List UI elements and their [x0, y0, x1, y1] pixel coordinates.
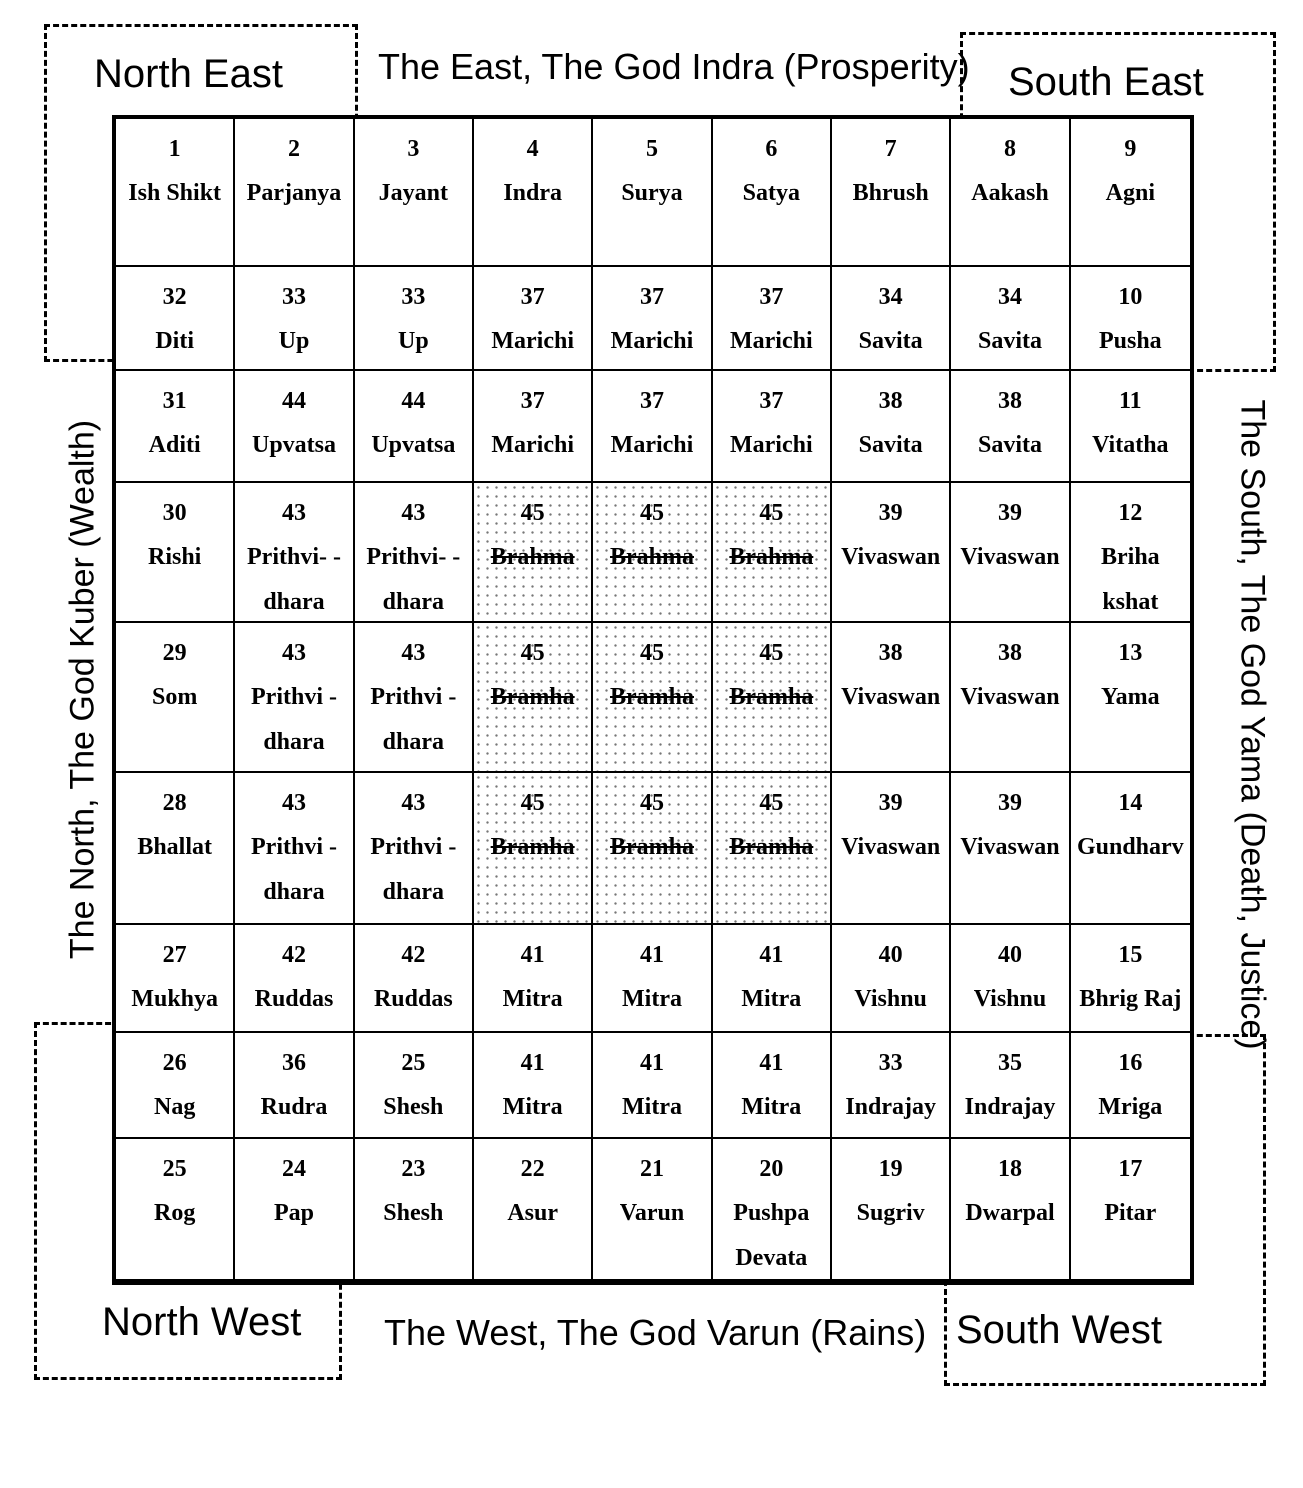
grid-cell [116, 371, 235, 483]
cell-deity-name: Prithvi -dhara [251, 834, 337, 905]
cell-number: 26 [162, 1050, 187, 1076]
grid-cell [116, 1033, 235, 1139]
cell-deity-name: Pitar [1104, 1200, 1157, 1227]
grid-cell [593, 483, 712, 623]
cell-number: 5 [645, 136, 658, 162]
cell-number: 33 [878, 1050, 903, 1076]
vastu-grid [112, 115, 1194, 1285]
cell-number: 33 [401, 284, 426, 310]
cell-deity-name: Som [151, 684, 198, 711]
cell-deity-name: Vivaswan [960, 834, 1060, 861]
cell-number: 37 [520, 284, 545, 310]
cell-number: 39 [878, 500, 903, 526]
cell-deity-name: Marichi [730, 328, 813, 355]
cell-number: 24 [281, 1156, 306, 1182]
grid-cell [355, 623, 474, 773]
cell-deity-name: Surya [621, 180, 683, 207]
grid-cell [355, 267, 474, 371]
grid-cell [1071, 773, 1190, 925]
grid-cell [832, 925, 951, 1033]
cell-deity-name: Yama [1100, 684, 1160, 711]
cell-deity-name: Gundharv [1076, 834, 1184, 861]
cell-number: 34 [878, 284, 903, 310]
cell-number: 13 [1118, 640, 1143, 666]
cell-number: 11 [1118, 388, 1142, 414]
cell-number: 39 [997, 500, 1022, 526]
grid-cell [832, 119, 951, 267]
north-east-label: North East [88, 52, 289, 97]
cell-deity-name: Varun [619, 1200, 685, 1227]
cell-deity-name: Parjanya [246, 180, 342, 207]
cell-deity-name: Vivaswan [841, 834, 941, 861]
grid-cell [713, 623, 832, 773]
grid-cell [474, 119, 593, 267]
cell-deity-name: Vitatha [1092, 432, 1169, 459]
cell-number: 4 [526, 136, 539, 162]
cell-number: 40 [997, 942, 1022, 968]
grid-cell [355, 483, 474, 623]
grid-cell [235, 119, 354, 267]
grid-cell [951, 371, 1070, 483]
cell-number: 2 [287, 136, 300, 162]
cell-deity-name: Marichi [491, 328, 574, 355]
grid-cell [116, 1139, 235, 1281]
cell-deity-name: Prithvi- -dhara [366, 544, 461, 615]
grid-cell [593, 371, 712, 483]
grid-cell [832, 483, 951, 623]
north-label: The North, The God Kuber (Wealth) [63, 419, 102, 960]
cell-deity-name: Prithvi -dhara [370, 684, 457, 755]
cell-deity-name: Rudra [260, 1094, 328, 1121]
cell-deity-name: Diti [155, 328, 194, 355]
grid-cell [1071, 1033, 1190, 1139]
grid-cell [116, 773, 235, 925]
cell-number: 39 [878, 790, 903, 816]
grid-cell [713, 267, 832, 371]
cell-number: 43 [401, 640, 426, 666]
grid-cell [235, 1033, 354, 1139]
grid-cell [951, 267, 1070, 371]
cell-deity-name: Savita [858, 432, 923, 459]
cell-number: 35 [997, 1050, 1022, 1076]
grid-cell [355, 119, 474, 267]
cell-deity-name: Aakash [971, 180, 1049, 207]
cell-number: 18 [997, 1156, 1022, 1182]
grid-cell [593, 773, 712, 925]
grid-cell [1071, 925, 1190, 1033]
cell-number: 7 [884, 136, 897, 162]
cell-deity-name: Vishnu [973, 986, 1047, 1013]
grid-cell [593, 623, 712, 773]
grid-cell [1071, 267, 1190, 371]
cell-deity-name: Ish Shikt [128, 180, 222, 207]
grid-cell [832, 1139, 951, 1281]
grid-cell [1071, 623, 1190, 773]
cell-number: 41 [759, 1050, 784, 1076]
cell-number: 41 [639, 942, 664, 968]
cell-deity-name: Shesh [383, 1094, 444, 1121]
grid-cell [355, 1033, 474, 1139]
cell-number: 44 [401, 388, 426, 414]
south-label: The South, The God Yama (Death, Justice) [1233, 399, 1272, 1050]
cell-number: 3 [407, 136, 420, 162]
cell-number: 16 [1118, 1050, 1143, 1076]
grid-cell [713, 119, 832, 267]
cell-number: 1 [168, 136, 181, 162]
cell-number: 43 [281, 790, 306, 816]
grid-cell [474, 925, 593, 1033]
grid-cell [474, 773, 593, 925]
cell-deity-name: Dwarpal [965, 1200, 1055, 1227]
cell-number: 45 [520, 500, 545, 526]
grid-cell [474, 371, 593, 483]
cell-number: 25 [162, 1156, 187, 1182]
cell-deity-name: Mitra [741, 986, 802, 1013]
cell-deity-name: Brahma [609, 544, 694, 571]
grid-cell [1071, 483, 1190, 623]
grid-cell [713, 1033, 832, 1139]
grid-cell [474, 267, 593, 371]
cell-number: 31 [162, 388, 187, 414]
grid-cell [951, 623, 1070, 773]
cell-number: 10 [1118, 284, 1143, 310]
grid-cell [713, 773, 832, 925]
grid-cell [832, 623, 951, 773]
cell-number: 43 [401, 500, 426, 526]
cell-number: 27 [162, 942, 187, 968]
south-east-label: South East [1002, 60, 1210, 105]
cell-number: 37 [639, 388, 664, 414]
cell-number: 45 [639, 500, 664, 526]
cell-number: 29 [162, 640, 187, 666]
grid-cell [116, 623, 235, 773]
cell-deity-name: Rishi [147, 544, 202, 571]
cell-deity-name: Mitra [741, 1094, 802, 1121]
grid-cell [474, 1033, 593, 1139]
cell-number: 32 [162, 284, 187, 310]
cell-deity-name: Mriga [1098, 1094, 1163, 1121]
cell-number: 41 [639, 1050, 664, 1076]
grid-cell [116, 267, 235, 371]
cell-number: 45 [759, 500, 784, 526]
cell-deity-name: Vishnu [854, 986, 927, 1013]
cell-deity-name: Jayant [378, 180, 448, 207]
grid-cell [235, 1139, 354, 1281]
grid-cell [355, 1139, 474, 1281]
cell-deity-name: Mukhya [131, 986, 219, 1013]
grid-cell [235, 623, 354, 773]
cell-number: 15 [1118, 942, 1143, 968]
grid-cell [593, 119, 712, 267]
grid-cell [832, 267, 951, 371]
cell-deity-name: Vivaswan [960, 544, 1060, 571]
cell-number: 19 [878, 1156, 903, 1182]
cell-deity-name: Pushpa Devata [733, 1200, 810, 1271]
cell-number: 17 [1118, 1156, 1143, 1182]
cell-number: 21 [639, 1156, 664, 1182]
cell-deity-name: Indrajay [845, 1094, 936, 1121]
cell-deity-name: Briha kshat [1100, 544, 1160, 615]
cell-deity-name: Pusha [1098, 328, 1162, 355]
grid-cell [951, 483, 1070, 623]
cell-number: 22 [520, 1156, 545, 1182]
grid-cell [713, 1139, 832, 1281]
cell-number: 45 [639, 640, 664, 666]
cell-number: 23 [401, 1156, 426, 1182]
cell-deity-name: Bramha [729, 834, 814, 861]
grid-cell [474, 623, 593, 773]
cell-number: 14 [1118, 790, 1143, 816]
cell-number: 38 [997, 388, 1022, 414]
grid-cell [593, 1139, 712, 1281]
grid-cell [951, 1033, 1070, 1139]
cell-deity-name: Bhallat [137, 834, 212, 861]
grid-cell [235, 267, 354, 371]
cell-deity-name: Up [397, 328, 429, 355]
cell-number: 12 [1118, 500, 1143, 526]
cell-number: 45 [520, 790, 545, 816]
cell-deity-name: Indra [503, 180, 562, 207]
cell-number: 37 [639, 284, 664, 310]
cell-deity-name: Shesh [383, 1200, 444, 1227]
cell-deity-name: Ruddas [254, 986, 334, 1013]
cell-deity-name: Asur [507, 1200, 558, 1227]
cell-number: 45 [520, 640, 545, 666]
cell-number: 41 [520, 1050, 545, 1076]
cell-deity-name: Bhrush [852, 180, 929, 207]
cell-number: 42 [401, 942, 426, 968]
grid-cell [951, 925, 1070, 1033]
grid-cell [713, 483, 832, 623]
cell-deity-name: Mitra [622, 986, 682, 1013]
cell-number: 9 [1124, 136, 1137, 162]
cell-deity-name: Mitra [502, 1094, 563, 1121]
cell-number: 37 [759, 284, 784, 310]
cell-deity-name: Upvatsa [251, 432, 336, 459]
cell-number: 39 [997, 790, 1022, 816]
grid-cell [1071, 371, 1190, 483]
grid-cell [474, 1139, 593, 1281]
grid-cell [235, 483, 354, 623]
cell-number: 36 [281, 1050, 306, 1076]
cell-deity-name: Up [278, 328, 310, 355]
cell-number: 38 [878, 388, 903, 414]
grid-cell [355, 371, 474, 483]
cell-number: 8 [1003, 136, 1016, 162]
cell-number: 33 [281, 284, 306, 310]
cell-number: 43 [401, 790, 426, 816]
cell-deity-name: Upvatsa [371, 432, 456, 459]
cell-number: 28 [162, 790, 187, 816]
grid-cell [713, 371, 832, 483]
cell-deity-name: Agni [1105, 180, 1155, 207]
cell-deity-name: Satya [742, 180, 800, 207]
cell-deity-name: Mitra [622, 1094, 682, 1121]
cell-number: 25 [401, 1050, 426, 1076]
cell-deity-name: Mitra [502, 986, 563, 1013]
cell-deity-name: Prithvi- -dhara [247, 544, 341, 615]
cell-number: 30 [162, 500, 187, 526]
south-west-label: South West [950, 1308, 1168, 1353]
grid-cell [474, 483, 593, 623]
cell-deity-name: Bramha [490, 834, 575, 861]
cell-deity-name: Savita [858, 328, 923, 355]
cell-deity-name: Sugriv [856, 1200, 925, 1227]
cell-deity-name: Nag [153, 1094, 196, 1121]
grid-cell [1071, 1139, 1190, 1281]
cell-number: 34 [997, 284, 1022, 310]
grid-cell [951, 119, 1070, 267]
grid-cell [832, 371, 951, 483]
cell-number: 37 [759, 388, 784, 414]
cell-deity-name: Ruddas [373, 986, 453, 1013]
cell-number: 37 [520, 388, 545, 414]
cell-deity-name: Marichi [610, 328, 694, 355]
grid-cell [593, 1033, 712, 1139]
cell-deity-name: Indrajay [964, 1094, 1056, 1121]
cell-deity-name: Aditi [148, 432, 201, 459]
cell-deity-name: Brahma [490, 544, 575, 571]
grid-cell [593, 267, 712, 371]
cell-deity-name: Marichi [610, 432, 694, 459]
grid-cell [713, 925, 832, 1033]
cell-number: 38 [878, 640, 903, 666]
cell-number: 43 [281, 640, 306, 666]
cell-deity-name: Prithvi -dhara [370, 834, 457, 905]
cell-deity-name: Vivaswan [841, 544, 941, 571]
grid-cell [235, 371, 354, 483]
cell-number: 38 [997, 640, 1022, 666]
grid-cell [235, 773, 354, 925]
grid-cell [116, 925, 235, 1033]
cell-deity-name: Marichi [491, 432, 574, 459]
cell-deity-name: Marichi [730, 432, 813, 459]
cell-number: 20 [759, 1156, 784, 1182]
cell-number: 41 [520, 942, 545, 968]
north-west-label: North West [96, 1300, 307, 1345]
east-label: The East, The God Indra (Prosperity) [378, 46, 970, 87]
cell-deity-name: Savita [977, 328, 1042, 355]
cell-deity-name: Rog [153, 1200, 196, 1227]
grid-cell [832, 1033, 951, 1139]
grid-cell [355, 925, 474, 1033]
cell-number: 44 [281, 388, 306, 414]
cell-deity-name: Bramha [490, 684, 575, 711]
cell-number: 6 [765, 136, 778, 162]
grid-cell [832, 773, 951, 925]
cell-deity-name: Savita [977, 432, 1042, 459]
cell-number: 42 [281, 942, 306, 968]
cell-number: 45 [639, 790, 664, 816]
grid-cell [235, 925, 354, 1033]
cell-deity-name: Bramha [609, 834, 694, 861]
cell-number: 41 [759, 942, 784, 968]
cell-number: 45 [759, 640, 784, 666]
grid-cell [1071, 119, 1190, 267]
cell-number: 40 [878, 942, 903, 968]
cell-deity-name: Bramha [609, 684, 694, 711]
cell-deity-name: Brahma [729, 544, 814, 571]
west-label: The West, The God Varun (Rains) [384, 1312, 927, 1353]
cell-deity-name: Bramha [729, 684, 814, 711]
grid-cell [355, 773, 474, 925]
cell-deity-name: Vivaswan [841, 684, 941, 711]
grid-cell [951, 1139, 1070, 1281]
grid-cell [593, 925, 712, 1033]
cell-deity-name: Vivaswan [960, 684, 1060, 711]
grid-cell [116, 483, 235, 623]
cell-deity-name: Bhrig Raj [1079, 986, 1182, 1013]
cell-number: 45 [759, 790, 784, 816]
grid-cell [951, 773, 1070, 925]
cell-deity-name: Prithvi -dhara [251, 684, 337, 755]
cell-number: 43 [281, 500, 306, 526]
cell-deity-name: Pap [273, 1200, 314, 1227]
grid-cell [116, 119, 235, 267]
